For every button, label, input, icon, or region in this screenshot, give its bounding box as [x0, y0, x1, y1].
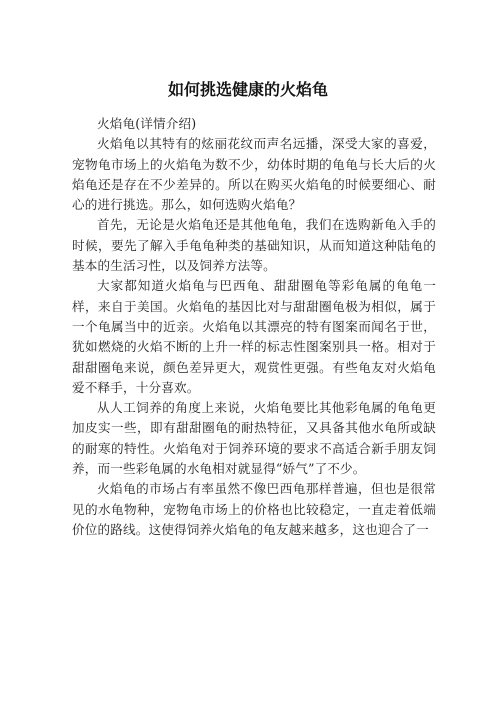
paragraph: 火焰龟以其特有的炫丽花纹而声名远播，深受大家的喜爱，宠物龟市场上的火焰龟为数不少，幼体时期的龟龟与长大后的火焰龟还是存在不少差异的。所以在购买火焰龟的时候要细心、耐心的进行挑选。那么，如何选购火焰龟？	[72, 136, 436, 213]
document-title: 如何挑选健康的火焰龟	[167, 80, 328, 99]
paragraph: 大家都知道火焰龟与巴西龟、甜甜圈龟等彩龟属的龟龟一样，来自于美国。火焰龟的基因比对与甜甜圈龟极为相似，属于一个龟属当中的近亲。火焰龟以其漂亮的特有图案而闻名于世，犹如燃烧的火焰不断的上升一样的标志性图案别具一格。相对于甜甜圈龟来说，颜色差异更大，观赏性更强。有些龟友对火焰龟爱不释手，十分喜欢。	[72, 278, 436, 395]
paragraph: 火焰龟的市场占有率虽然不像巴西龟那样普遍，但也是很常见的水龟物种，宠物龟市场上的价格也比较稳定，一直走着低端价位的路线。这使得饲养火焰龟的龟友越来越多，这也迎合了一	[72, 481, 436, 537]
document-body	[72, 114, 436, 540]
paragraph-subtitle: 火焰龟(详情介绍)	[97, 116, 197, 131]
paragraph: 首先，无论是火焰龟还是其他龟龟，我们在选购新龟入手的时候，要先了解入手龟龟种类的基础知识，从而知道这种陆龟的基本的生活习性，以及饲养方法等。	[72, 217, 436, 274]
paragraph: 从人工饲养的角度上来说，火焰龟要比其他彩龟属的龟龟更加皮实一些，即有甜甜圈龟的耐热特征，又具备其他水龟所或缺的耐寒的特性。火焰龟对于饲养环境的要求不高适合新手朋友饲养，而一些彩龟属的水龟相对就显得“娇气”了不少。	[72, 400, 436, 477]
